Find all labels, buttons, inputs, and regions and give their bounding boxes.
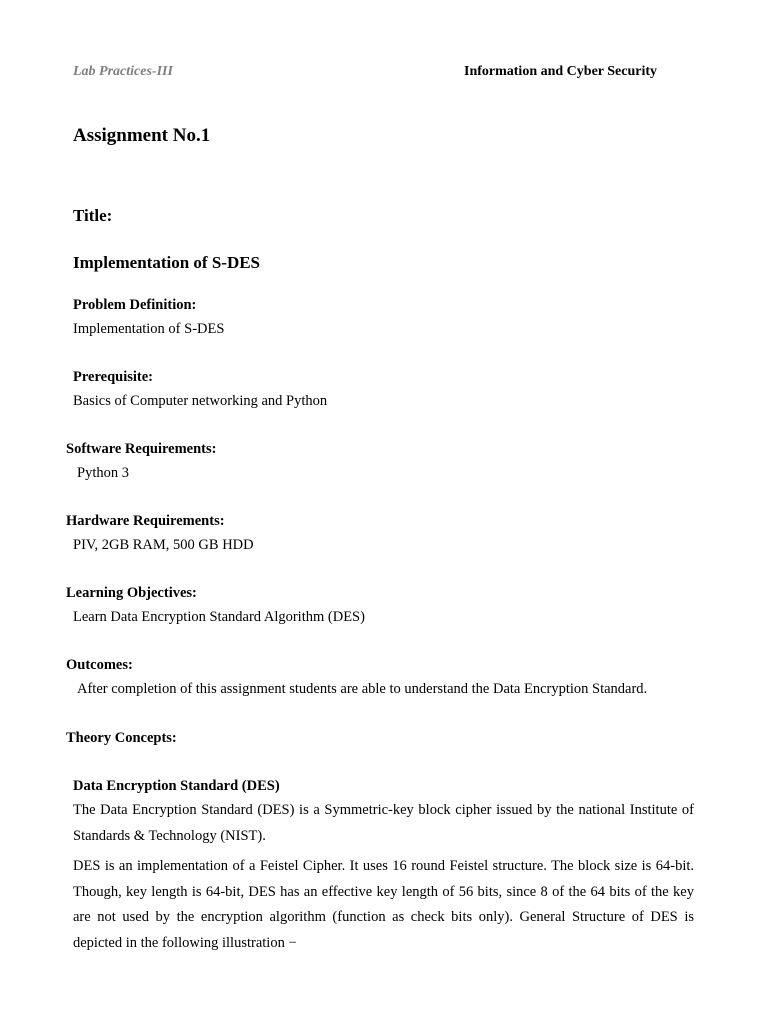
assignment-title: Implementation of S-DES <box>73 253 261 272</box>
software-requirements-heading: Software Requirements: <box>66 441 217 457</box>
title-label: Title: <box>73 206 113 225</box>
des-paragraph-1: The Data Encryption Standard (DES) is a Symmetric-key block cipher issued by the national Institute of Standards & Technology (NIST). <box>73 802 694 844</box>
problem-definition-heading: Problem Definition: <box>73 297 197 313</box>
header-course: Lab Practices-III <box>73 64 173 79</box>
learning-objectives-text: Learn Data Encryption Standard Algorithm (DES) <box>73 609 365 625</box>
header-subject: Information and Cyber Security <box>464 64 658 79</box>
des-heading: Data Encryption Standard (DES) <box>73 778 280 794</box>
learning-objectives-heading: Learning Objectives: <box>66 585 197 601</box>
problem-definition-text: Implementation of S-DES <box>73 321 225 337</box>
hardware-requirements-text: PIV, 2GB RAM, 500 GB HDD <box>73 537 254 553</box>
theory-heading: Theory Concepts: <box>66 730 177 746</box>
prerequisite-heading: Prerequisite: <box>73 369 153 385</box>
assignment-number: Assignment No.1 <box>73 125 211 146</box>
des-paragraph-2: DES is an implementation of a Feistel Cipher. It uses 16 round Feistel structure. The block size is 64-bit. Though, key length is 64-bit, DES has an effective key length of 56 bits, since 8 of the 64 bits of the key are not used by the encryption algorithm (function as check bits only). General Structure of DES is depicted in the following illustration − <box>73 858 694 951</box>
outcomes-heading: Outcomes: <box>66 657 133 673</box>
outcomes-text: After completion of this assignment students are able to understand the Data Encryption Standard. <box>77 681 648 697</box>
hardware-requirements-heading: Hardware Requirements: <box>66 513 225 529</box>
software-requirements-text: Python 3 <box>77 465 129 481</box>
prerequisite-text: Basics of Computer networking and Python <box>73 393 328 409</box>
